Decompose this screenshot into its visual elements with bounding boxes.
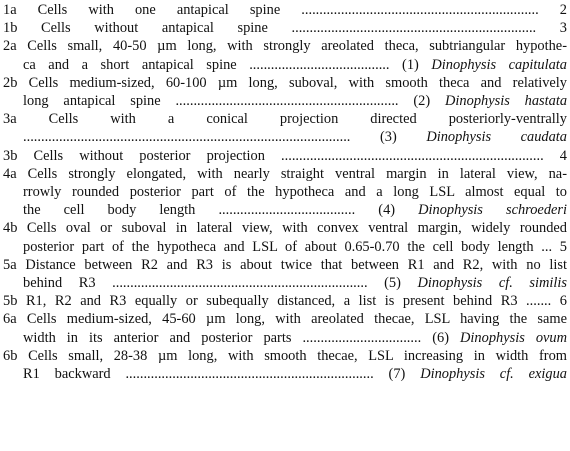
entry-number: 6a (3, 311, 17, 328)
leader-dots: ................................. (291, 329, 422, 346)
entry-text-line: R1 backward (23, 366, 111, 383)
leader-dots: ..................................................................... (110, 366, 374, 383)
entry-text-line: R1, R2 and R3 equally or subequally distanced, a list is present behind R3 (25, 293, 518, 310)
leader-dots: ...................................... (195, 202, 356, 219)
entry-text-line: Distance between R2 and R3 is about twice that between R1 and R2, with no list (25, 256, 567, 273)
entry-lead: (3) (350, 129, 427, 146)
entry-text-line: Cells medium-sized, 60-100 µm long, suboval, with smooth theca and relatively (28, 74, 567, 91)
entry-lead: (4) (355, 202, 419, 219)
entry-text-line: width in its anterior and posterior parts (23, 329, 292, 346)
entry-number: 2b (3, 74, 18, 91)
entry-lead: 5 (552, 238, 568, 255)
taxon-name: Dinophysis schroederi (418, 202, 567, 219)
key-entry-6a (3, 310, 567, 346)
entry-lead: 4 (543, 147, 567, 164)
key-entry-5a (3, 256, 567, 292)
key-entry-2b (3, 74, 567, 110)
entry-number: 5b (3, 293, 18, 310)
entry-text-line: Cells small, 40-50 µm long, with strongly areolated theca, subtriangular hypothe- (27, 38, 567, 55)
taxon-name: Dinophysis ovum (460, 329, 567, 346)
key-entry-1a (3, 1, 567, 19)
entry-text-line: posterior part of the hypotheca and LSL of about 0.65-0.70 the cell body length (23, 238, 534, 255)
entry-number: 5a (3, 256, 17, 273)
leader-dots: ........................................................................................... (23, 129, 351, 146)
entry-text-line: rrowly rounded posterior part of the hypotheca and a long LSL almost equal to (23, 184, 567, 201)
taxon-name: Dinophysis cf. exigua (420, 366, 567, 383)
entry-lead: 6 (551, 293, 567, 310)
entry-number: 4a (3, 165, 17, 182)
entry-text-line: Cells oval or suboval in lateral view, with convex ventral margin, widely rounded (26, 220, 567, 237)
taxon-name: Dinophysis capitulata (431, 56, 568, 73)
taxon-name: Dinophysis hastata (445, 93, 568, 110)
leader-dots: ....................................................................... (95, 275, 368, 292)
entry-lead: (6) (421, 329, 461, 346)
leader-dots: ... (533, 238, 553, 255)
entry-text-line: Cells medium-sized, 45-60 µm long, with areolated thecae, LSL having the same (26, 311, 567, 328)
entry-text-line: the cell body length (23, 202, 196, 219)
taxon-name: Dinophysis cf. similis (417, 275, 568, 292)
entry-text-line: long antapical spine (23, 93, 161, 110)
entry-text-line: Cells strongly elongated, with nearly straight ventral margin in lateral view, na- (27, 165, 567, 182)
entry-text-line: ca and a short antapical spine (23, 56, 237, 73)
entry-lead: (1) (389, 56, 432, 73)
entry-lead: 3 (536, 20, 567, 37)
key-entry-6b (3, 347, 567, 383)
entry-number: 3b (3, 147, 18, 164)
leader-dots: .................................................................... (267, 20, 537, 37)
entry-lead: (2) (398, 93, 446, 110)
entry-number: 4b (3, 220, 18, 237)
entry-text-line: behind R3 (23, 275, 96, 292)
entry-lead: (7) (373, 366, 421, 383)
entry-text-line: Cells with one antapical spine (37, 2, 281, 18)
key-entry-1b (3, 19, 567, 37)
entry-lead: 2 (538, 2, 567, 18)
entry-text-line: Cells without posterior projection (33, 147, 265, 164)
key-entry-5b (3, 292, 567, 310)
entry-number: 6b (3, 347, 18, 364)
entry-number: 1b (3, 20, 18, 37)
key-entry-4b (3, 219, 567, 255)
entry-text-line: Cells small, 28-38 µm long, with smooth thecae, LSL increasing in width from (28, 347, 567, 364)
entry-number: 3a (3, 111, 17, 128)
key-entry-2a (3, 37, 567, 73)
key-entry-4a (3, 165, 567, 220)
leader-dots: ....................................... (236, 56, 390, 73)
leader-dots: .................................................................. (280, 2, 539, 18)
entry-number: 1a (3, 2, 17, 18)
leader-dots: ....... (517, 293, 552, 310)
key-entry-3a (3, 110, 567, 146)
entry-number: 2a (3, 38, 17, 55)
entry-text-line: Cells with a conical projection directed posteriorly-ventrally (48, 111, 567, 128)
taxon-name: Dinophysis caudata (426, 129, 567, 146)
entry-lead: (5) (367, 275, 418, 292)
leader-dots: .............................................................. (160, 93, 399, 110)
entry-text-line: Cells without antapical spine (41, 20, 268, 37)
leader-dots: ......................................................................... (264, 147, 544, 164)
key-entry-3b (3, 147, 567, 165)
identification-key (3, 0, 567, 383)
